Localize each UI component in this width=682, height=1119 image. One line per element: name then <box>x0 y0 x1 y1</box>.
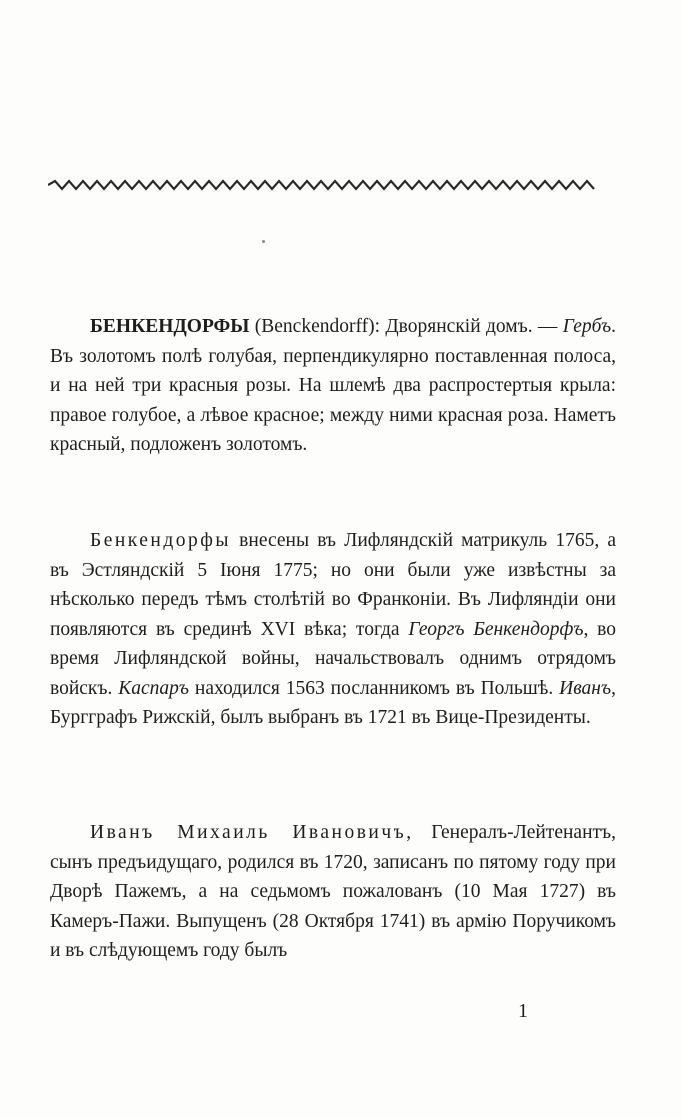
person-ivan: Иванъ <box>559 677 612 699</box>
person-kaspar: Каспаръ <box>118 677 189 699</box>
family-name: БЕНКЕНДОРФЫ <box>90 316 250 337</box>
coat-of-arms-label: Гербъ <box>562 316 612 337</box>
p2-text-1: внесены въ Лифляндскiй матрикуль 1765, а въ Эстляндскiй 5 Iюня 1775; но они были уже извѣстны за нѣсколько передъ тѣмъ столѣтiй во Франконiи. Въ Лифляндiи они появляются въ срединѣ XVI вѣка; тогда <box>50 530 616 640</box>
p2-text-3: находился 1563 посланникомъ въ Польшѣ. <box>188 677 560 699</box>
latin-name: (Benckendorff) <box>254 316 375 337</box>
p3-text-1: , Генералъ-Лейтенантъ, сынъ предъидущаго, родился въ 1720, записанъ по пятому году при Дворѣ Пажемъ, а на седьмомъ пожалованъ (10 Мая 1727) въ Камеръ-Пажи. Выпущенъ (28 Октября 1741) въ армiю Поручикомъ и въ слѣдующемъ году былъ <box>50 822 616 961</box>
p1-text-1: : Дворянскiй домъ. — <box>374 316 563 337</box>
ornamental-rule <box>48 178 600 192</box>
p3-lead: Иванъ Михаиль Ивановичъ <box>90 822 407 843</box>
p2-text-2: , во время Лифляндской войны, начальствовалъ однимъ отрядомъ войскъ. <box>50 618 616 699</box>
ink-speck <box>262 240 265 243</box>
paragraph-ivan-mikhail <box>50 818 616 966</box>
p1-text-2: . Въ золотомъ полѣ голубая, перпендикулярно поставленная полоса, и на ней три красныя розы. На шлемѣ два распростертыя крыла: правое голубое, а лѣвое красное; между ними красная роза. Наметъ красный, подложенъ золотомъ. <box>50 316 617 455</box>
p2-lead: Бенкендорфы <box>90 530 232 551</box>
page-number: 1 <box>518 1000 528 1022</box>
p2-text-4: , Бургграфъ Рижскiй, былъ выбранъ въ 1721 въ Вице-Президенты. <box>50 677 616 728</box>
person-georg: Георгъ Бенкендорфъ <box>408 618 584 640</box>
paragraph-history <box>50 526 616 733</box>
paragraph-benckendorff-arms <box>50 312 616 460</box>
